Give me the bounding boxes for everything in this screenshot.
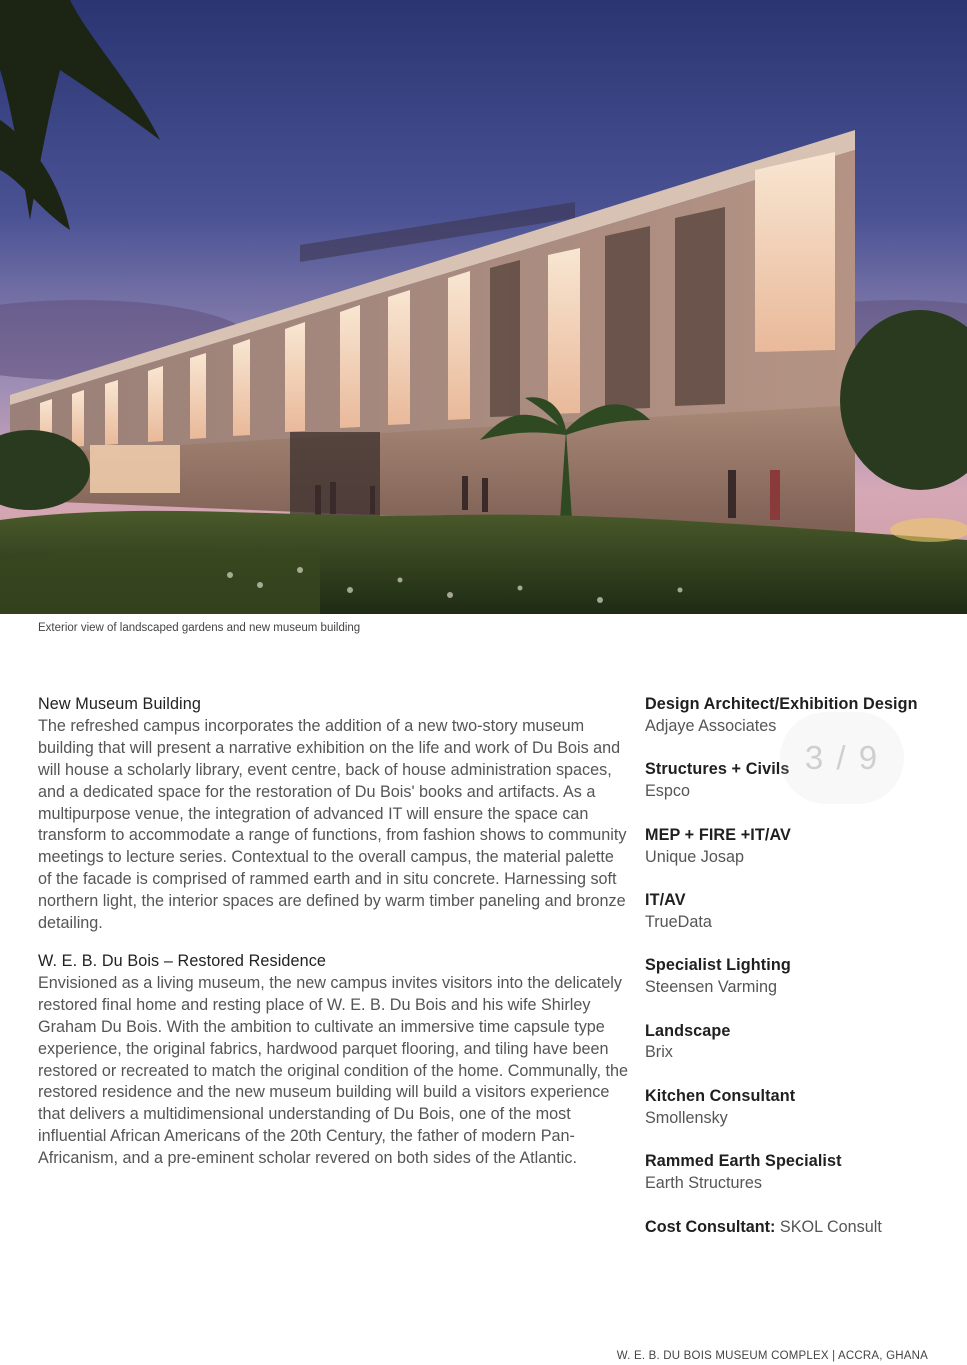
credit-role: Structures + Civils [645,760,790,779]
credit-role: Specialist Lighting [645,956,791,975]
section-restored-residence [38,951,628,1170]
credit-kitchen [645,1086,945,1130]
credit-itav [645,890,945,934]
section-title: W. E. B. Du Bois – Restored Residence [38,951,327,970]
credit-firm: SKOL Consult [779,1217,882,1236]
page-footer: W. E. B. DU BOIS MUSEUM COMPLEX | ACCRA, GHANA [616,1350,928,1362]
section-body: The refreshed campus incorporates the addition of a new two-story museum building that will present a narrative exhibition on the life and work of Du Bois and will house a scholarly library, event centre, back of house administration spaces, and a dedicated space for the restoration of Du Bois' books and artifacts. As a multipurpose venue, the integration of advanced IT will ensure the space can transform to accommodate a range of functions, from fashion shows to community meetings to lecture series. Contextual to the overall campus, the material palette of the facade is comprised of rammed earth and in situ concrete. Harnessing soft northern light, the interior spaces are defined by warm timber paneling and bronze detailing. [38,716,627,933]
credit-firm: Smollensky [645,1108,728,1127]
credit-firm: Unique Josap [645,847,744,866]
credit-role: Rammed Earth Specialist [645,1152,842,1171]
section-new-museum [38,694,628,935]
credit-role: Landscape [645,1021,731,1040]
credit-firm: Brix [645,1043,673,1062]
credit-role: IT/AV [645,890,686,909]
credit-firm: Steensen Varming [645,978,777,997]
credit-rammed-earth [645,1151,945,1195]
credit-cost-consultant [645,1217,945,1239]
credit-firm: Earth Structures [645,1174,762,1193]
credit-mep [645,825,945,869]
museum-rendering [0,0,967,614]
page-indicator[interactable]: 3 / 9 [780,712,904,804]
hero-caption: Exterior view of landscaped gardens and new museum building [38,622,361,634]
credit-firm: TrueData [645,912,712,931]
credit-role: Cost Consultant: [645,1217,776,1236]
description-column [38,694,628,1186]
credit-role: MEP + FIRE +IT/AV [645,825,791,844]
section-title: New Museum Building [38,695,201,713]
credit-firm: Adjaye Associates [645,716,777,735]
credit-firm: Espco [645,782,690,801]
credit-landscape [645,1021,945,1065]
credit-role: Design Architect/Exhibition Design [645,695,918,713]
section-body: Envisioned as a living museum, the new campus invites visitors into the delicately restored final home and resting place of W. E. B. Du Bois and his wife Shirley Graham Du Bois. With the ambition to cultivate an immersive time capsule type experience, the original fabrics, hardwood parquet flooring, and tiling have been restored or recreated to match the original condition of the home. Communally, the restored residence and the new museum building will build a visitors experience that delivers a multidimensional understanding of Du Bois, one of the most influential African Americans of the 20th Century, the father of modern Pan-Africanism, and a pre-eminent scholar revered on both sides of the Atlantic. [38,973,628,1168]
credit-role: Kitchen Consultant [645,1086,796,1105]
credit-lighting [645,955,945,999]
hero-image [0,0,967,614]
